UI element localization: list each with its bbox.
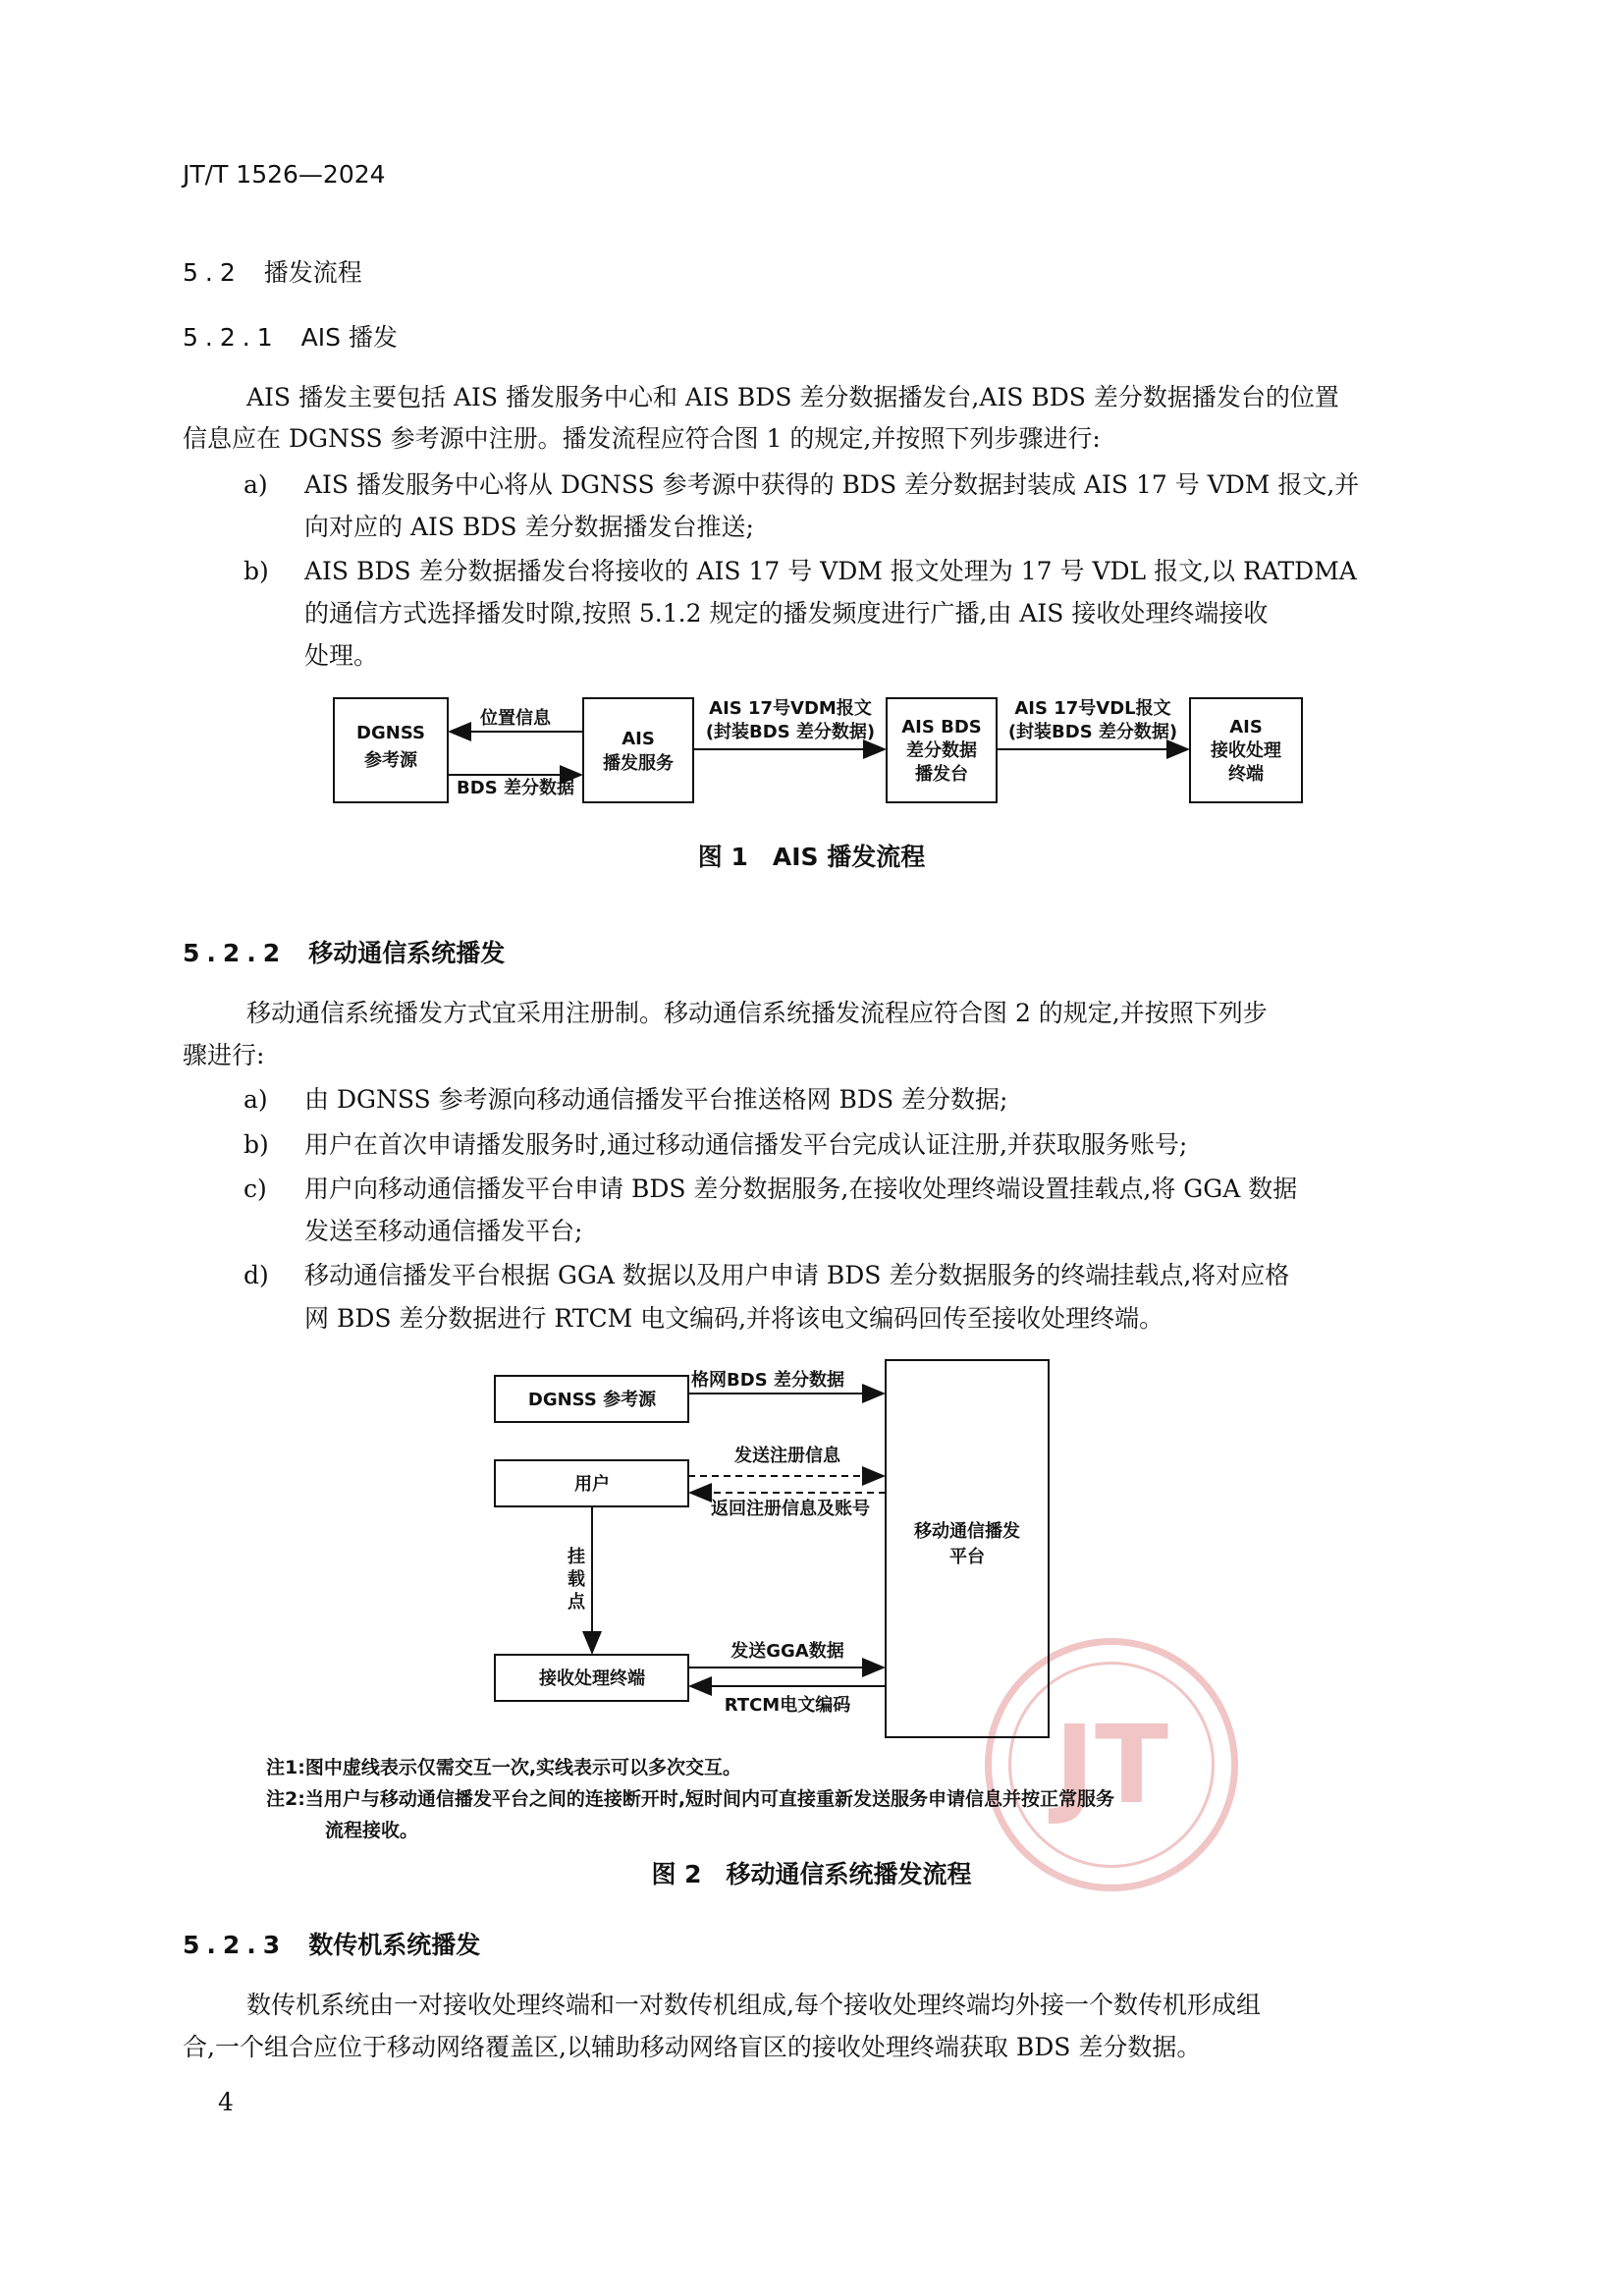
ais-service-label: AIS	[622, 729, 655, 749]
figure-2-note-1: 注1:图中虚线表示仅需交互一次,实线表示可以多次交互。	[266, 1757, 742, 1778]
vdm-label: (封装BDS 差分数据)	[705, 722, 876, 742]
terminal-label: 接收处理终端	[539, 1668, 645, 1689]
paragraph-line: 骤进行:	[183, 1041, 265, 1069]
list-item: 由 DGNSS 参考源向移动通信播发平台推送格网 BDS 差分数据;	[304, 1085, 1008, 1114]
figure-1-diagram	[0, 0, 1623, 884]
vdl-label: (封装BDS 差分数据)	[1007, 722, 1178, 742]
section-title: 数传机系统播发	[308, 1931, 481, 1959]
figure-2-note-2: 注2:当用户与移动通信播发平台之间的连接断开时,短时间内可直接重新发送服务申请信息并按正常服务	[266, 1788, 1115, 1810]
list-item: AIS 播发服务中心将从 DGNSS 参考源中获得的 BDS 差分数据封装成 AIS 17 号 VDM 报文,并	[304, 470, 1360, 499]
list-marker: c)	[243, 1175, 267, 1203]
mount-label: 点	[568, 1592, 585, 1613]
section-title: 移动通信系统播发	[308, 939, 506, 967]
paragraph-line: 信息应在 DGNSS 参考源中注册。播发流程应符合图 1 的规定,并按照下列步骤进行:	[183, 424, 1101, 453]
list-item: 用户向移动通信播发平台申请 BDS 差分数据服务,在接收处理终端设置挂载点,将 GGA 数据	[304, 1175, 1298, 1203]
station-label: AIS BDS	[901, 717, 982, 738]
standard-code: JT/T 1526—2024	[183, 160, 386, 189]
bds-data-label: BDS 差分数据	[457, 778, 574, 798]
user-label: 用户	[574, 1474, 610, 1495]
send-reg-label: 发送注册信息	[734, 1446, 840, 1466]
terminal-label: 接收处理	[1211, 740, 1281, 761]
ais-service-box	[583, 698, 693, 802]
paragraph-line: 合,一个组合应位于移动网络覆盖区,以辅助移动网络盲区的接收处理终端获取 BDS 差分数据。	[183, 2033, 1202, 2061]
section-title: 播发流程	[263, 258, 362, 287]
figure-2-note-2-cont: 流程接收。	[325, 1820, 419, 1841]
list-marker: a)	[243, 1085, 268, 1114]
figure-2-caption: 图 2 移动通信系统播发流程	[651, 1860, 972, 1888]
dgnss-label: DGNSS 参考源	[527, 1390, 657, 1410]
list-marker: b)	[243, 1130, 269, 1159]
list-item: 网 BDS 差分数据进行 RTCM 电文编码,并将该电文编码回传至接收处理终端。	[304, 1304, 1164, 1333]
position-info-label: 位置信息	[480, 708, 551, 729]
gga-label: 发送GGA数据	[730, 1641, 844, 1662]
mount-label: 挂	[568, 1547, 585, 1567]
page-number: 4	[218, 2088, 234, 2116]
station-label: 差分数据	[906, 740, 977, 761]
paragraph-line: 数传机系统由一对接收处理终端和一对数传机组成,每个接收处理终端均外接一个数传机形成组	[246, 1991, 1261, 2019]
vdm-label: AIS 17号VDM报文	[709, 698, 872, 719]
list-item: 用户在首次申请播发服务时,通过移动通信播发平台完成认证注册,并获取服务账号;	[304, 1130, 1188, 1159]
mount-label: 载	[568, 1569, 585, 1590]
section-number: 5.2	[183, 258, 243, 287]
section-5-2-2-heading	[183, 934, 505, 969]
return-reg-label: 返回注册信息及账号	[711, 1499, 870, 1519]
list-item: 处理。	[304, 641, 379, 670]
platform-label: 移动通信播发	[914, 1521, 1020, 1542]
ais-service-label: 播发服务	[603, 753, 674, 774]
section-number: 5.2.2	[183, 939, 288, 967]
section-number: 5.2.3	[183, 1931, 288, 1959]
list-item: 的通信方式选择播发时隙,按照 5.1.2 规定的播发频度进行广播,由 AIS 接收处理终端接收	[304, 599, 1269, 628]
list-marker: b)	[243, 557, 269, 585]
terminal-label: AIS	[1229, 717, 1263, 738]
vdl-label: AIS 17号VDL报文	[1014, 698, 1171, 719]
list-item: 发送至移动通信播发平台;	[304, 1217, 583, 1245]
list-item: 向对应的 AIS BDS 差分数据播发台推送;	[304, 513, 754, 541]
paragraph-line: AIS 播发主要包括 AIS 播发服务中心和 AIS BDS 差分数据播发台,AIS BDS 差分数据播发台的位置	[246, 383, 1339, 411]
list-marker: a)	[243, 470, 268, 499]
list-item: AIS BDS 差分数据播发台将接收的 AIS 17 号 VDM 报文处理为 17 号 VDL 报文,以 RATDMA	[304, 557, 1357, 585]
list-item: 移动通信播发平台根据 GGA 数据以及用户申请 BDS 差分数据服务的终端挂载点,将对应格	[304, 1261, 1290, 1289]
figure-2-diagram	[0, 1345, 1623, 1768]
dgnss-label: DGNSS	[356, 723, 425, 743]
section-number: 5.2.1	[183, 323, 280, 352]
dgnss-label: 参考源	[364, 750, 417, 771]
paragraph-line: 移动通信系统播发方式宜采用注册制。移动通信系统播发流程应符合图 2 的规定,并按照下列步	[246, 999, 1268, 1027]
section-title: AIS 播发	[300, 323, 398, 352]
section-5-2-3-heading	[183, 1926, 480, 1961]
list-marker: d)	[243, 1261, 269, 1289]
figure-1-caption: 图 1 AIS 播发流程	[697, 843, 926, 871]
station-label: 播发台	[915, 764, 968, 785]
platform-label: 平台	[949, 1547, 985, 1567]
stamp-letters: JT	[1055, 1702, 1168, 1828]
rtcm-label: RTCM电文编码	[724, 1695, 851, 1716]
grid-data-label: 格网BDS 差分数据	[691, 1370, 844, 1391]
terminal-label: 终端	[1228, 764, 1264, 785]
